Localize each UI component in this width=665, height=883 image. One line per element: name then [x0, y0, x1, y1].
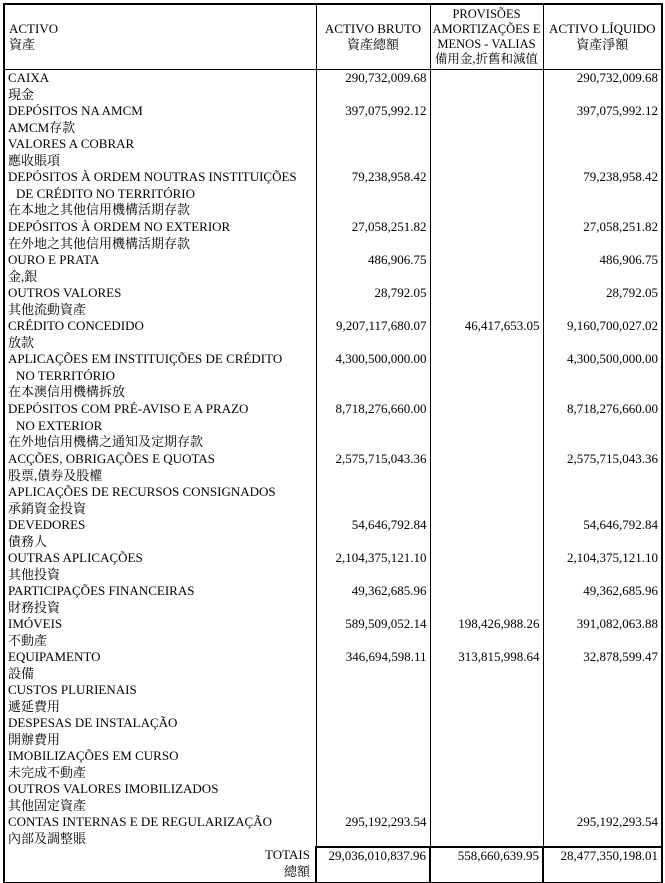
- table-row: [4, 351, 662, 401]
- row-value-liquido: 290,732,009.68: [543, 70, 662, 104]
- row-label-pt-line: CONTAS INTERNAS E DE REGULARIZAÇÃO: [8, 814, 273, 829]
- row-label-cell: [4, 550, 316, 583]
- row-label-pt: [5, 616, 316, 633]
- row-label-cell: [4, 70, 316, 104]
- row-label-cell: [4, 136, 316, 169]
- row-label-pt-line: IMOBILIZAÇÕES EM CURSO: [8, 748, 179, 763]
- row-value-liquido: 27,058,251.82: [543, 219, 662, 252]
- row-value-liquido: 4,300,500,000.00: [543, 351, 662, 401]
- row-label-cell: [4, 169, 316, 219]
- row-label-pt: [5, 351, 316, 384]
- table-row: [4, 550, 662, 583]
- row-label-cell: [4, 616, 316, 649]
- row-value-provisoes: [430, 484, 543, 517]
- row-value-liquido: 28,792.05: [543, 285, 662, 318]
- row-value-liquido: [543, 484, 662, 517]
- row-label-pt: [5, 748, 316, 765]
- row-label-pt: [5, 70, 316, 87]
- row-label-pt: [5, 285, 316, 302]
- table-row: [4, 715, 662, 748]
- row-value-provisoes: 198,426,988.26: [430, 616, 543, 649]
- row-value-bruto: 397,075,992.12: [316, 103, 430, 136]
- row-value-provisoes: [430, 169, 543, 219]
- row-value-bruto: 49,362,685.96: [316, 583, 430, 616]
- row-label-cell: [4, 517, 316, 550]
- row-value-liquido: 49,362,685.96: [543, 583, 662, 616]
- row-value-bruto: [316, 748, 430, 781]
- row-label-cell: [4, 748, 316, 781]
- row-label-pt-line: IMÓVEIS: [8, 616, 63, 631]
- row-label-cell: [4, 401, 316, 451]
- header-activo-bruto-pt: ACTIVO BRUTO: [324, 21, 422, 36]
- totals-label-cell: [4, 847, 316, 883]
- table-row: [4, 136, 662, 169]
- table-row: [4, 169, 662, 219]
- table-row: [4, 682, 662, 715]
- table-row: [4, 616, 662, 649]
- header-activo-bruto-cn: 資產總額: [346, 37, 399, 52]
- row-label-cell: [4, 451, 316, 484]
- row-label-pt: [5, 484, 316, 501]
- header-provisoes-line2: AMORTIZAÇÕES E: [432, 22, 541, 36]
- header-cell-provisoes: [430, 4, 543, 70]
- totals-value-liquido: 28,477,350,198.01: [543, 847, 662, 883]
- row-value-provisoes: [430, 715, 543, 748]
- row-value-bruto: 27,058,251.82: [316, 219, 430, 252]
- row-label-pt: [5, 252, 316, 269]
- header-activo-liquido-pt: ACTIVO LÍQUIDO: [548, 21, 656, 36]
- row-label-pt-line: DEVEDORES: [8, 517, 86, 532]
- table-row: [4, 70, 662, 104]
- row-label-pt: [5, 136, 316, 153]
- row-value-bruto: [316, 136, 430, 169]
- row-value-provisoes: [430, 583, 543, 616]
- row-label-cell: [4, 781, 316, 814]
- row-label-pt: [5, 219, 316, 236]
- row-label-pt-line: ACÇÕES, OBRIGAÇÕES E QUOTAS: [8, 451, 215, 466]
- table-row: [4, 748, 662, 781]
- row-label-cell: [4, 649, 316, 682]
- row-value-liquido: [543, 781, 662, 814]
- row-value-liquido: [543, 748, 662, 781]
- row-label-pt-line: NO TERRITÓRIO: [16, 367, 116, 383]
- row-value-provisoes: [430, 70, 543, 104]
- table-row: [4, 583, 662, 616]
- row-label-cell: [4, 285, 316, 318]
- row-label-cell: [4, 484, 316, 517]
- row-label-pt-line: VALORES A COBRAR: [8, 136, 135, 151]
- header-cell-activo-liquido: [543, 4, 662, 70]
- header-provisoes-line1: PROVISÕES: [452, 7, 521, 21]
- row-label-cn: 不動產: [8, 632, 48, 648]
- row-value-bruto: 79,238,958.42: [316, 169, 430, 219]
- row-label-cell: [4, 351, 316, 401]
- row-value-bruto: 295,192,293.54: [316, 814, 430, 847]
- row-value-bruto: [316, 682, 430, 715]
- row-value-liquido: 2,104,375,121.10: [543, 550, 662, 583]
- row-label-cn: 未完成不動產: [8, 764, 87, 780]
- row-value-bruto: 589,509,052.14: [316, 616, 430, 649]
- row-value-liquido: 79,238,958.42: [543, 169, 662, 219]
- row-value-liquido: [543, 136, 662, 169]
- table-row: [4, 285, 662, 318]
- row-label-pt: [5, 550, 316, 567]
- row-label-cn: 承銷資金投資: [8, 500, 87, 516]
- row-value-liquido: 9,160,700,027.02: [543, 318, 662, 351]
- table-row: [4, 814, 662, 847]
- row-label-pt-line: OURO E PRATA: [8, 252, 100, 267]
- row-label-cell: [4, 318, 316, 351]
- row-label-cn: 金,銀: [8, 268, 38, 284]
- row-label-pt: [5, 103, 316, 120]
- row-label-cn: 股票,債券及股權: [8, 467, 103, 483]
- row-label-pt-line: CRÉDITO CONCEDIDO: [8, 318, 144, 333]
- row-label-cn: 其他流動資產: [8, 301, 87, 317]
- row-label-pt: [5, 682, 316, 699]
- row-label-pt: [5, 517, 316, 534]
- row-label-pt-line: CAIXA: [8, 70, 50, 85]
- row-value-provisoes: [430, 401, 543, 451]
- row-label-pt-line: PARTICIPAÇÕES FINANCEIRAS: [8, 583, 195, 598]
- row-label-pt: [5, 715, 316, 732]
- row-label-cn: 現金: [8, 86, 35, 102]
- row-label-pt-line: OUTROS VALORES IMOBILIZADOS: [8, 781, 219, 796]
- row-label-cn: 遞延費用: [8, 698, 61, 714]
- table-row: [4, 103, 662, 136]
- row-value-provisoes: [430, 517, 543, 550]
- table-row: [4, 781, 662, 814]
- header-row: [4, 4, 662, 70]
- row-value-bruto: 4,300,500,000.00: [316, 351, 430, 401]
- table-row: [4, 451, 662, 484]
- row-value-liquido: [543, 715, 662, 748]
- table-row: [4, 401, 662, 451]
- totals-label-cn: 總額: [283, 863, 310, 879]
- row-value-liquido: 486,906.75: [543, 252, 662, 285]
- row-value-bruto: 8,718,276,660.00: [316, 401, 430, 451]
- table-row: [4, 517, 662, 550]
- row-label-pt-line: NO EXTERIOR: [16, 417, 103, 433]
- table-row: [4, 649, 662, 682]
- row-value-bruto: 9,207,117,680.07: [316, 318, 430, 351]
- row-value-bruto: 290,732,009.68: [316, 70, 430, 104]
- row-value-provisoes: [430, 252, 543, 285]
- row-label-pt-line: DEPÓSITOS À ORDEM NOUTRAS INSTITUIÇÕES: [8, 169, 297, 184]
- header-cell-activo: [4, 4, 316, 70]
- row-label-cn: 設備: [8, 665, 35, 681]
- row-value-provisoes: [430, 781, 543, 814]
- row-label-pt: [5, 318, 316, 335]
- row-value-bruto: [316, 781, 430, 814]
- row-value-provisoes: [430, 219, 543, 252]
- row-label-cell: [4, 814, 316, 847]
- row-value-liquido: 8,718,276,660.00: [543, 401, 662, 451]
- header-cell-activo-bruto: [316, 4, 430, 70]
- totals-label-pt: TOTAIS: [265, 847, 310, 862]
- row-label-cn: 在本澳信用機構拆放: [8, 384, 126, 399]
- row-label-cell: [4, 103, 316, 136]
- row-label-cn: 在外地信用機構之通知及定期存款: [8, 434, 204, 449]
- row-label-pt: [5, 401, 316, 434]
- row-value-provisoes: [430, 136, 543, 169]
- table-row: [4, 219, 662, 252]
- totals-value-provisoes: 558,660,639.95: [430, 847, 543, 883]
- row-value-provisoes: [430, 748, 543, 781]
- row-label-cell: [4, 583, 316, 616]
- row-value-bruto: 346,694,598.11: [316, 649, 430, 682]
- row-label-pt: [5, 169, 316, 202]
- row-label-pt-line: DESPESAS DE INSTALAÇÃO: [8, 715, 178, 730]
- header-provisoes-cn: 備用金,折舊和減值: [434, 52, 539, 66]
- row-label-pt-line: APLICAÇÕES DE RECURSOS CONSIGNADOS: [8, 484, 276, 499]
- row-label-cn: 其他投資: [8, 566, 61, 582]
- row-label-cell: [4, 252, 316, 285]
- row-label-pt-line: APLICAÇÕES EM INSTITUIÇÕES DE CRÉDITO: [8, 351, 283, 366]
- row-label-cell: [4, 715, 316, 748]
- row-label-cn: 財務投資: [8, 599, 61, 615]
- row-label-pt: [5, 583, 316, 600]
- row-label-pt-line: EQUIPAMENTO: [8, 649, 101, 664]
- row-value-liquido: 295,192,293.54: [543, 814, 662, 847]
- table-row: [4, 318, 662, 351]
- row-value-provisoes: [430, 451, 543, 484]
- row-value-liquido: 391,082,063.88: [543, 616, 662, 649]
- row-value-liquido: 32,878,599.47: [543, 649, 662, 682]
- row-value-bruto: 54,646,792.84: [316, 517, 430, 550]
- totals-value-bruto: 29,036,010,837.96: [316, 847, 430, 883]
- row-value-provisoes: 313,815,998.64: [430, 649, 543, 682]
- header-activo-pt: ACTIVO: [9, 21, 59, 36]
- row-value-bruto: [316, 715, 430, 748]
- header-activo-cn: 資產: [9, 37, 36, 52]
- header-provisoes-line3: MENOS - VALIAS: [437, 37, 536, 51]
- row-label-pt: [5, 451, 316, 468]
- row-label-pt-line: OUTROS VALORES: [8, 285, 122, 300]
- row-value-bruto: 486,906.75: [316, 252, 430, 285]
- row-label-pt-line: DE CRÉDITO NO TERRITÓRIO: [16, 185, 195, 201]
- row-value-provisoes: [430, 285, 543, 318]
- row-label-pt-line: DEPÓSITOS À ORDEM NO EXTERIOR: [8, 219, 231, 234]
- row-value-provisoes: [430, 550, 543, 583]
- table-row: [4, 484, 662, 517]
- row-label-pt: [5, 649, 316, 666]
- row-label-pt-line: OUTRAS APLICAÇÕES: [8, 550, 143, 565]
- row-value-provisoes: [430, 814, 543, 847]
- assets-table: [3, 3, 663, 883]
- row-value-liquido: 54,646,792.84: [543, 517, 662, 550]
- row-label-pt: [5, 814, 316, 831]
- row-label-cn: 放款: [8, 334, 35, 350]
- table-row: [4, 252, 662, 285]
- header-activo-liquido-cn: 資產淨額: [576, 37, 629, 52]
- row-value-bruto: 2,104,375,121.10: [316, 550, 430, 583]
- totals-row: [4, 847, 662, 883]
- row-label-cn: 在外地之其他信用機構活期存款: [8, 235, 191, 251]
- row-value-provisoes: [430, 103, 543, 136]
- row-label-cell: [4, 682, 316, 715]
- row-label-cn: 債務人: [8, 533, 48, 549]
- row-value-bruto: 2,575,715,043.36: [316, 451, 430, 484]
- row-label-cn: 應收賬項: [8, 152, 61, 168]
- row-label-pt-line: DEPÓSITOS NA AMCM: [8, 103, 143, 118]
- row-label-cn: 在本地之其他信用機構活期存款: [8, 202, 191, 217]
- row-label-pt: [5, 781, 316, 798]
- row-label-cn: 內部及調整賬: [8, 830, 87, 846]
- row-value-liquido: 397,075,992.12: [543, 103, 662, 136]
- row-value-provisoes: [430, 351, 543, 401]
- row-value-bruto: [316, 484, 430, 517]
- row-label-cn: 開辦費用: [8, 731, 61, 747]
- row-value-bruto: 28,792.05: [316, 285, 430, 318]
- row-value-liquido: 2,575,715,043.36: [543, 451, 662, 484]
- row-value-provisoes: [430, 682, 543, 715]
- row-label-cell: [4, 219, 316, 252]
- row-value-liquido: [543, 682, 662, 715]
- row-label-cn: AMCM存款: [8, 119, 76, 135]
- row-label-cn: 其他固定資產: [8, 797, 87, 813]
- row-value-provisoes: 46,417,653.05: [430, 318, 543, 351]
- row-label-pt-line: DEPÓSITOS COM PRÉ-AVISO E A PRAZO: [8, 401, 249, 416]
- row-label-pt-line: CUSTOS PLURIENAIS: [8, 682, 137, 697]
